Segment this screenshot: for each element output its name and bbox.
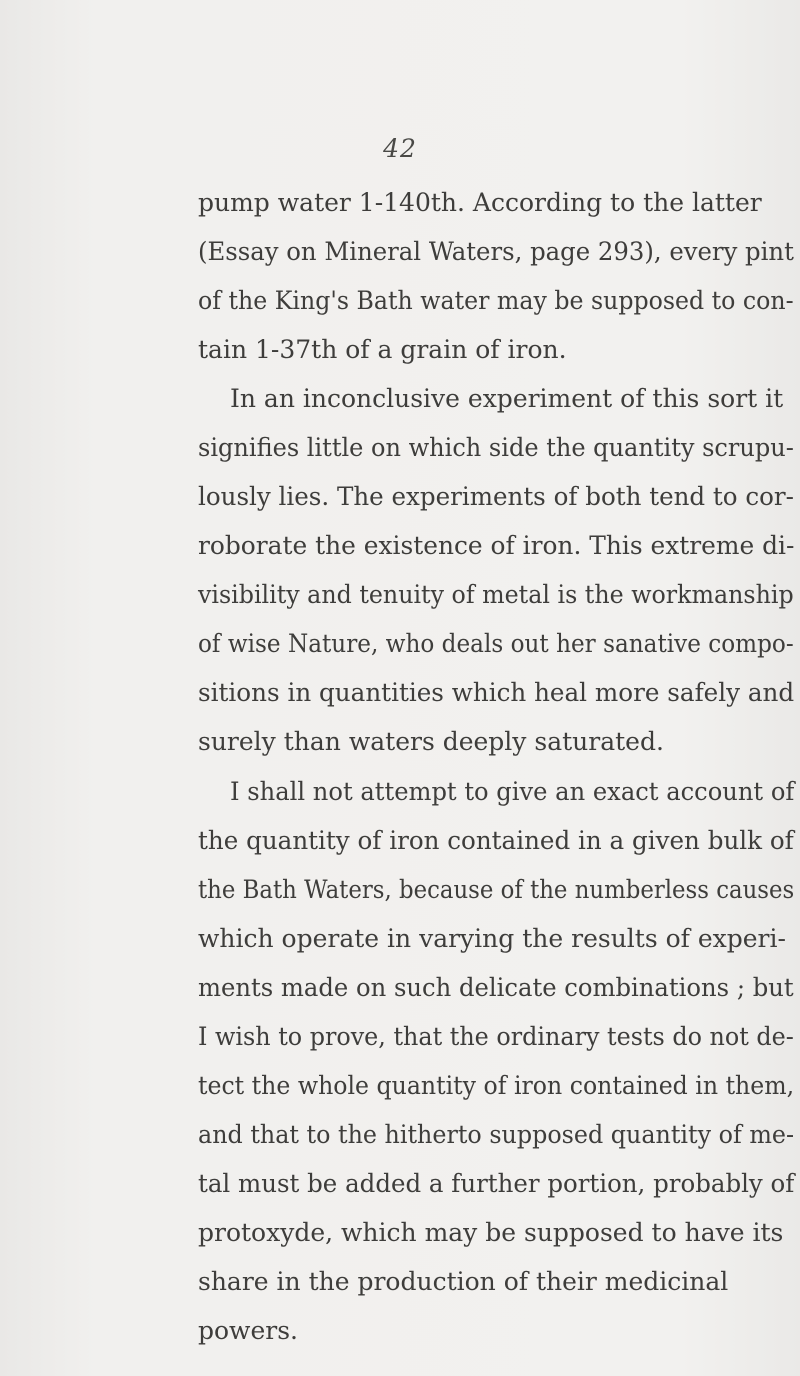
text-line: signifies little on which side the quantity scrupu- — [198, 433, 794, 462]
text-line: I wish to prove, that the ordinary tests do not de- — [198, 1022, 794, 1051]
text-line: the quantity of iron contained in a given bulk of — [198, 826, 794, 855]
text-line: and that to the hitherto supposed quantity of me- — [198, 1120, 795, 1149]
text-line: protoxyde, which may be supposed to have its — [198, 1218, 784, 1247]
text-line: tain 1-37th of a grain of iron. — [198, 335, 567, 364]
text-line: the Bath Waters, because of the numberless causes — [198, 875, 795, 904]
text-line: visibility and tenuity of metal is the workmanship — [198, 580, 794, 609]
text-line: of wise Nature, who deals out her sanative compo- — [198, 629, 794, 658]
text-line: tect the whole quantity of iron contained in them, — [198, 1071, 795, 1100]
text-line: pump water 1-140th. According to the latter — [198, 188, 762, 217]
text-line: share in the production of their medicinal — [198, 1267, 729, 1296]
text-line: surely than waters deeply saturated. — [198, 727, 664, 756]
text-line: powers. — [198, 1316, 298, 1345]
text-line: lously lies. The experiments of both tend to cor- — [198, 482, 794, 511]
page-number: 42 — [383, 134, 417, 163]
text-line: I shall not attempt to give an exact account of — [230, 777, 795, 806]
text-line: ments made on such delicate combinations ; but — [198, 973, 794, 1002]
text-line: sitions in quantities which heal more safely and — [198, 678, 795, 707]
text-line: roborate the existence of iron. This extreme di- — [198, 531, 795, 560]
text-line: tal must be added a further portion, probably of — [198, 1169, 795, 1198]
text-line: which operate in varying the results of experi- — [198, 924, 786, 953]
text-line: (Essay on Mineral Waters, page 293), every pint — [198, 237, 794, 266]
text-line: In an inconclusive experiment of this sort it — [230, 384, 784, 413]
text-line: of the King's Bath water may be supposed to con- — [198, 286, 794, 315]
